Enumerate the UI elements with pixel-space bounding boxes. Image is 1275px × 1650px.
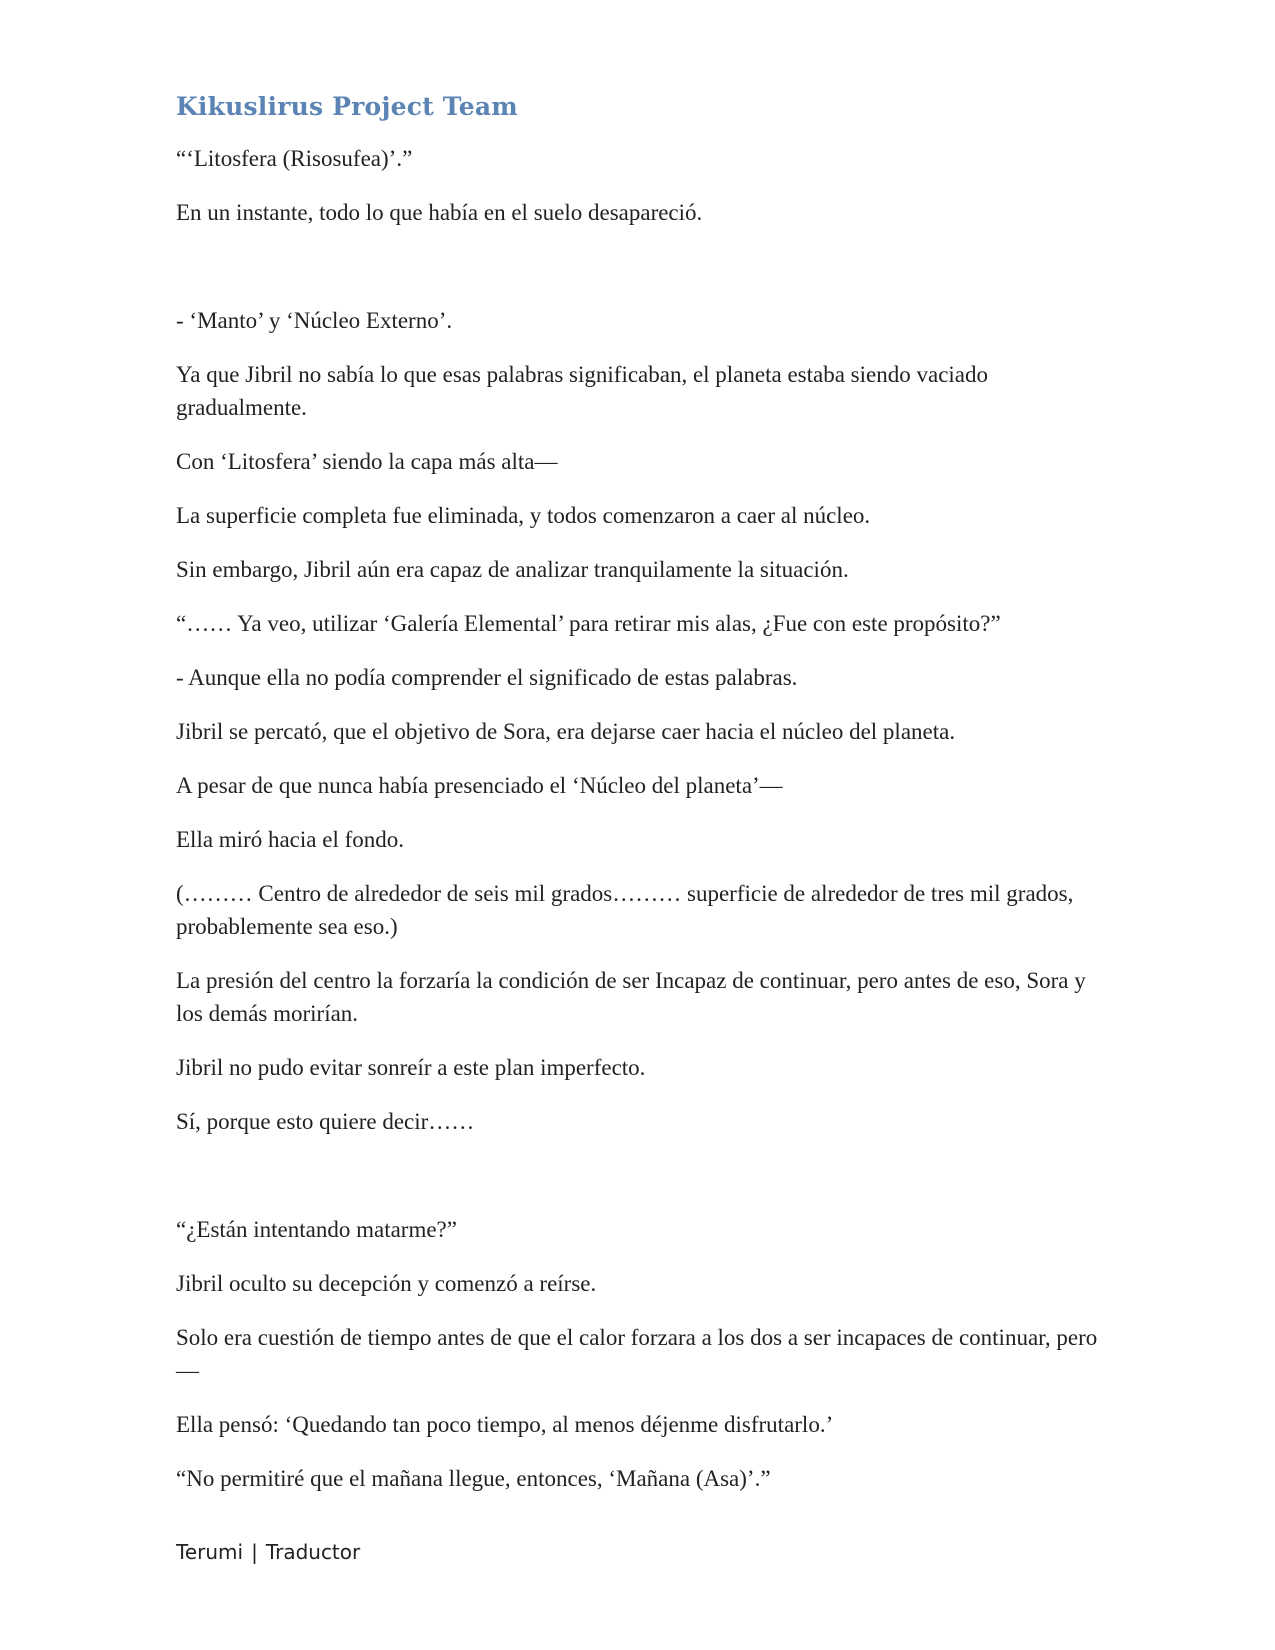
paragraph: “No permitiré que el mañana llegue, entonces, ‘Mañana (Asa)’.” <box>176 1466 771 1491</box>
paragraph: En un instante, todo lo que había en el suelo desapareció. <box>176 200 703 225</box>
document-body <box>176 142 1106 1516</box>
paragraph: Con ‘Litosfera’ siendo la capa más alta— <box>176 449 558 474</box>
footer-separator: | <box>251 1540 258 1564</box>
paragraph: “¿Están intentando matarme?” <box>176 1217 457 1242</box>
blank-line <box>176 1159 1106 1213</box>
paragraph: Ya que Jibril no sabía lo que esas palabras significaban, el planeta estaba siendo vaciado gradualmente. <box>176 362 988 420</box>
paragraph: “‘Litosfera (Risosufea)’.” <box>176 146 413 171</box>
paragraph: Jibril oculto su decepción y comenzó a reírse. <box>176 1271 597 1296</box>
footer-name: Terumi <box>176 1540 244 1564</box>
paragraph: (……… Centro de alrededor de seis mil grados……… superficie de alrededor de tres mil grados, probablemente sea eso.) <box>176 881 1074 939</box>
paragraph: - Aunque ella no podía comprender el significado de estas palabras. <box>176 665 798 690</box>
page-footer <box>176 1540 360 1564</box>
paragraph: Sí, porque esto quiere decir…… <box>176 1109 475 1134</box>
paragraph: La superficie completa fue eliminada, y todos comenzaron a caer al núcleo. <box>176 503 871 528</box>
paragraph: Jibril se percató, que el objetivo de Sora, era dejarse caer hacia el núcleo del planeta. <box>176 719 956 744</box>
paragraph: - ‘Manto’ y ‘Núcleo Externo’. <box>176 308 453 333</box>
footer-role: Traductor <box>265 1540 361 1564</box>
paragraph: Ella miró hacia el fondo. <box>176 827 405 852</box>
paragraph: Solo era cuestión de tiempo antes de que el calor forzara a los dos a ser incapaces de continuar, pero— <box>176 1325 1098 1383</box>
paragraph: Ella pensó: ‘Quedando tan poco tiempo, al menos déjenme disfrutarlo.’ <box>176 1412 834 1437</box>
blank-line <box>176 250 1106 304</box>
paragraph: La presión del centro la forzaría la condición de ser Incapaz de continuar, pero antes de eso, Sora y los demás morirían. <box>176 968 1086 1026</box>
paragraph: “…… Ya veo, utilizar ‘Galería Elemental’ para retirar mis alas, ¿Fue con este propósito?” <box>176 611 1001 636</box>
paragraph: Sin embargo, Jibril aún era capaz de analizar tranquilamente la situación. <box>176 557 849 582</box>
page-header-title: Kikuslirus Project Team <box>176 92 518 121</box>
paragraph: Jibril no pudo evitar sonreír a este plan imperfecto. <box>176 1055 646 1080</box>
paragraph: A pesar de que nunca había presenciado el ‘Núcleo del planeta’— <box>176 773 783 798</box>
